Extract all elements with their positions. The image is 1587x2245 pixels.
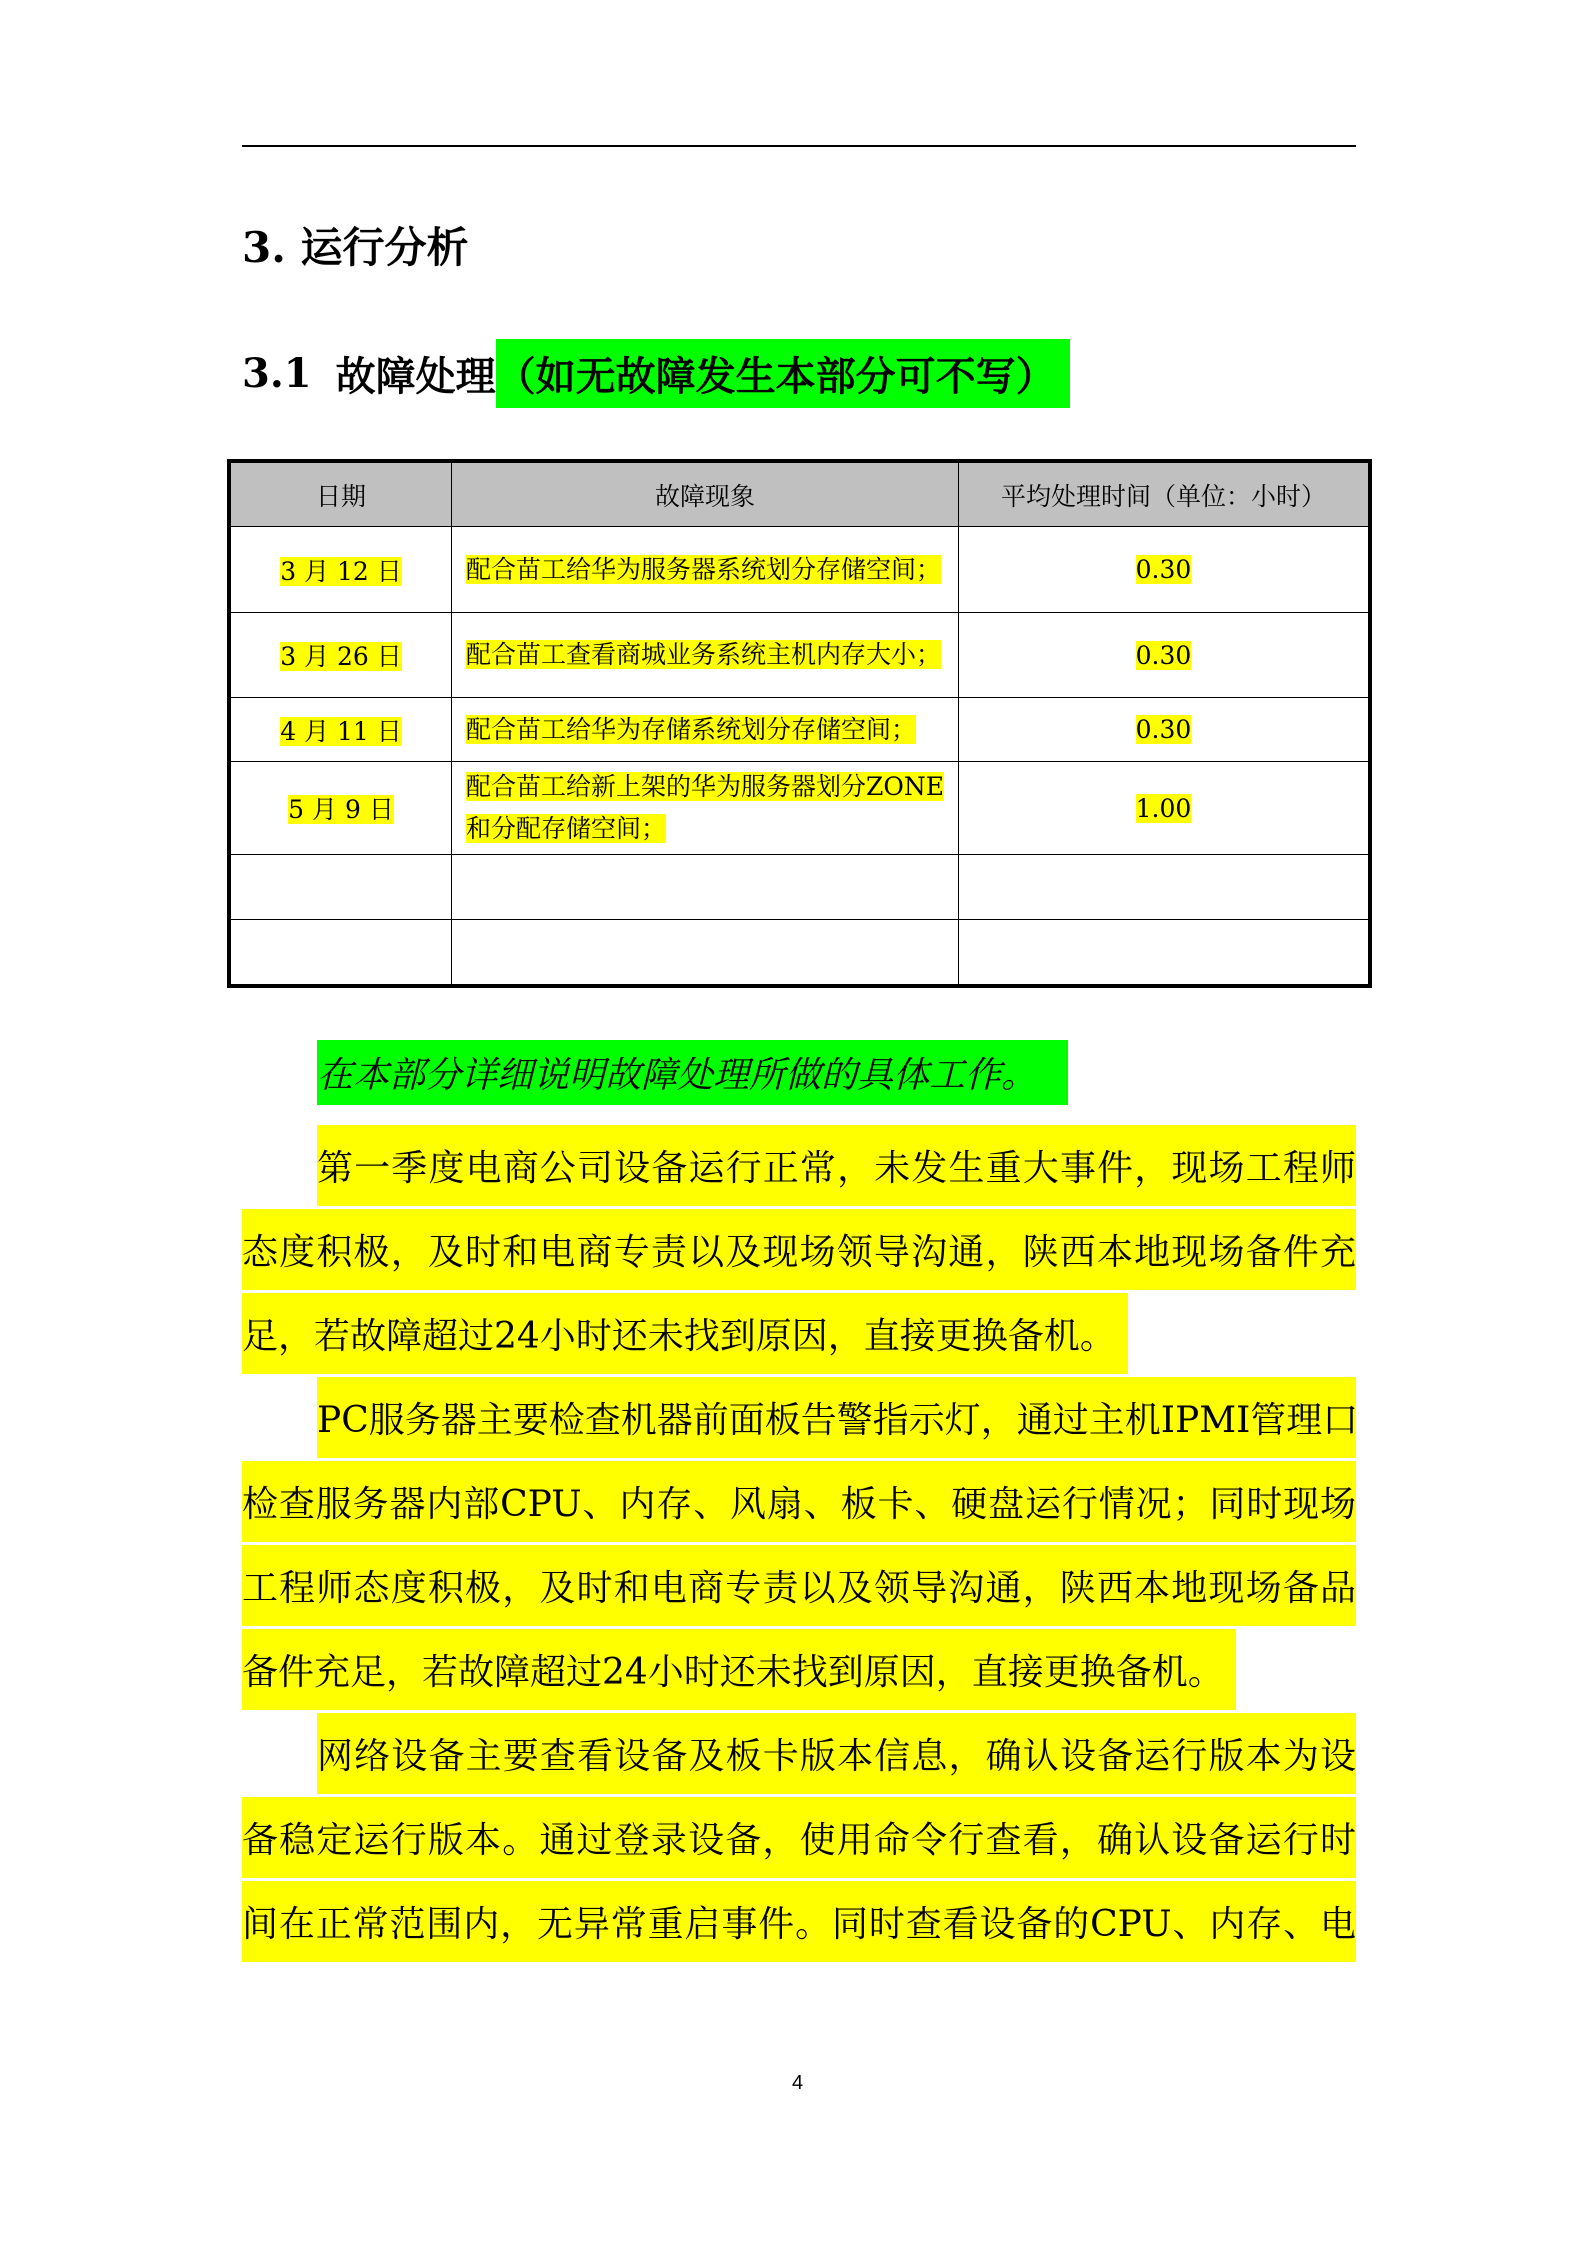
desc-cell: 配合苗工给华为存储系统划分存储空间；: [466, 714, 917, 744]
paragraph-line: 网络设备主要查看设备及板卡版本信息，确认设备运行版本为设: [317, 1736, 1356, 1777]
paragraph-line: 工程师态度积极，及时和电商专责以及领导沟通，陕西本地现场备品: [242, 1568, 1356, 1609]
table-row-empty: [229, 855, 1370, 920]
subsection-title: 故障处理: [335, 353, 496, 400]
paragraph-pc-server: [242, 1377, 1359, 1713]
desc-cell: 配合苗工给新上架的华为服务器划分ZONE 和分配存储空间；: [466, 772, 944, 843]
hours-cell: [959, 855, 1371, 920]
hours-cell: 0.30: [1135, 555, 1192, 584]
date-cell: 4 月 11 日: [280, 716, 402, 746]
fault-table: [227, 459, 1372, 988]
hours-cell: 0.30: [1135, 715, 1192, 744]
date-cell: [229, 920, 452, 986]
subsection-heading: [242, 339, 1070, 408]
paragraph-line: 第一季度电商公司设备运行正常，未发生重大事件，现场工程师: [317, 1148, 1356, 1189]
paragraph-line: 检查服务器内部CPU、内存、风扇、板卡、硬盘运行情况；同时现场: [242, 1484, 1356, 1525]
header-rule: [242, 145, 1356, 147]
date-cell: 3 月 12 日: [280, 556, 402, 586]
section-heading: 3. 运行分析: [242, 223, 469, 272]
table-row: [229, 762, 1370, 855]
desc-cell: [452, 855, 959, 920]
hours-cell: 1.00: [1135, 793, 1192, 823]
desc-cell: 配合苗工给华为服务器系统划分存储空间；: [466, 554, 942, 584]
table-row: [229, 527, 1370, 613]
table-row: [229, 613, 1370, 698]
table-row-empty: [229, 920, 1370, 986]
table-header-row: [229, 461, 1370, 527]
instruction-note: 在本部分详细说明故障处理所做的具体工作。: [317, 1040, 1068, 1105]
date-cell: 5 月 9 日: [288, 795, 394, 824]
page-number: 4: [792, 2072, 804, 2094]
paragraph-line: 备稳定运行版本。通过登录设备，使用命令行查看，确认设备运行时: [242, 1820, 1356, 1861]
hours-cell: [959, 920, 1371, 986]
hours-cell: 0.30: [1135, 640, 1192, 670]
paragraph-line: 态度积极，及时和电商专责以及现场领导沟通，陕西本地现场备件充: [242, 1232, 1356, 1273]
table-row: [229, 698, 1370, 762]
header-avg-time: 平均处理时间（单位：小时）: [959, 461, 1371, 527]
subsection-number: 3.1: [242, 350, 312, 397]
desc-cell: [452, 920, 959, 986]
paragraph-network: [242, 1713, 1356, 1965]
header-phenomenon: 故障现象: [452, 461, 959, 527]
date-cell: [229, 855, 452, 920]
date-cell: 3 月 26 日: [280, 642, 402, 671]
header-date: 日期: [229, 461, 452, 527]
subsection-note: （如无故障发生本部分可不写）: [496, 339, 1070, 408]
paragraph-overview: [242, 1125, 1356, 1377]
paragraph-line: 足，若故障超过24小时还未找到原因，直接更换备机。: [242, 1316, 1116, 1357]
paragraph-line: 间在正常范围内，无异常重启事件。同时查看设备的CPU、内存、电: [242, 1904, 1356, 1945]
desc-cell: 配合苗工查看商城业务系统主机内存大小；: [466, 640, 942, 669]
paragraph-line: 备件充足，若故障超过24小时还未找到原因，直接更换备机。: [242, 1652, 1224, 1693]
paragraph-line: PC服务器主要检查机器前面板告警指示灯，通过主机IPMI管理口: [317, 1400, 1359, 1441]
